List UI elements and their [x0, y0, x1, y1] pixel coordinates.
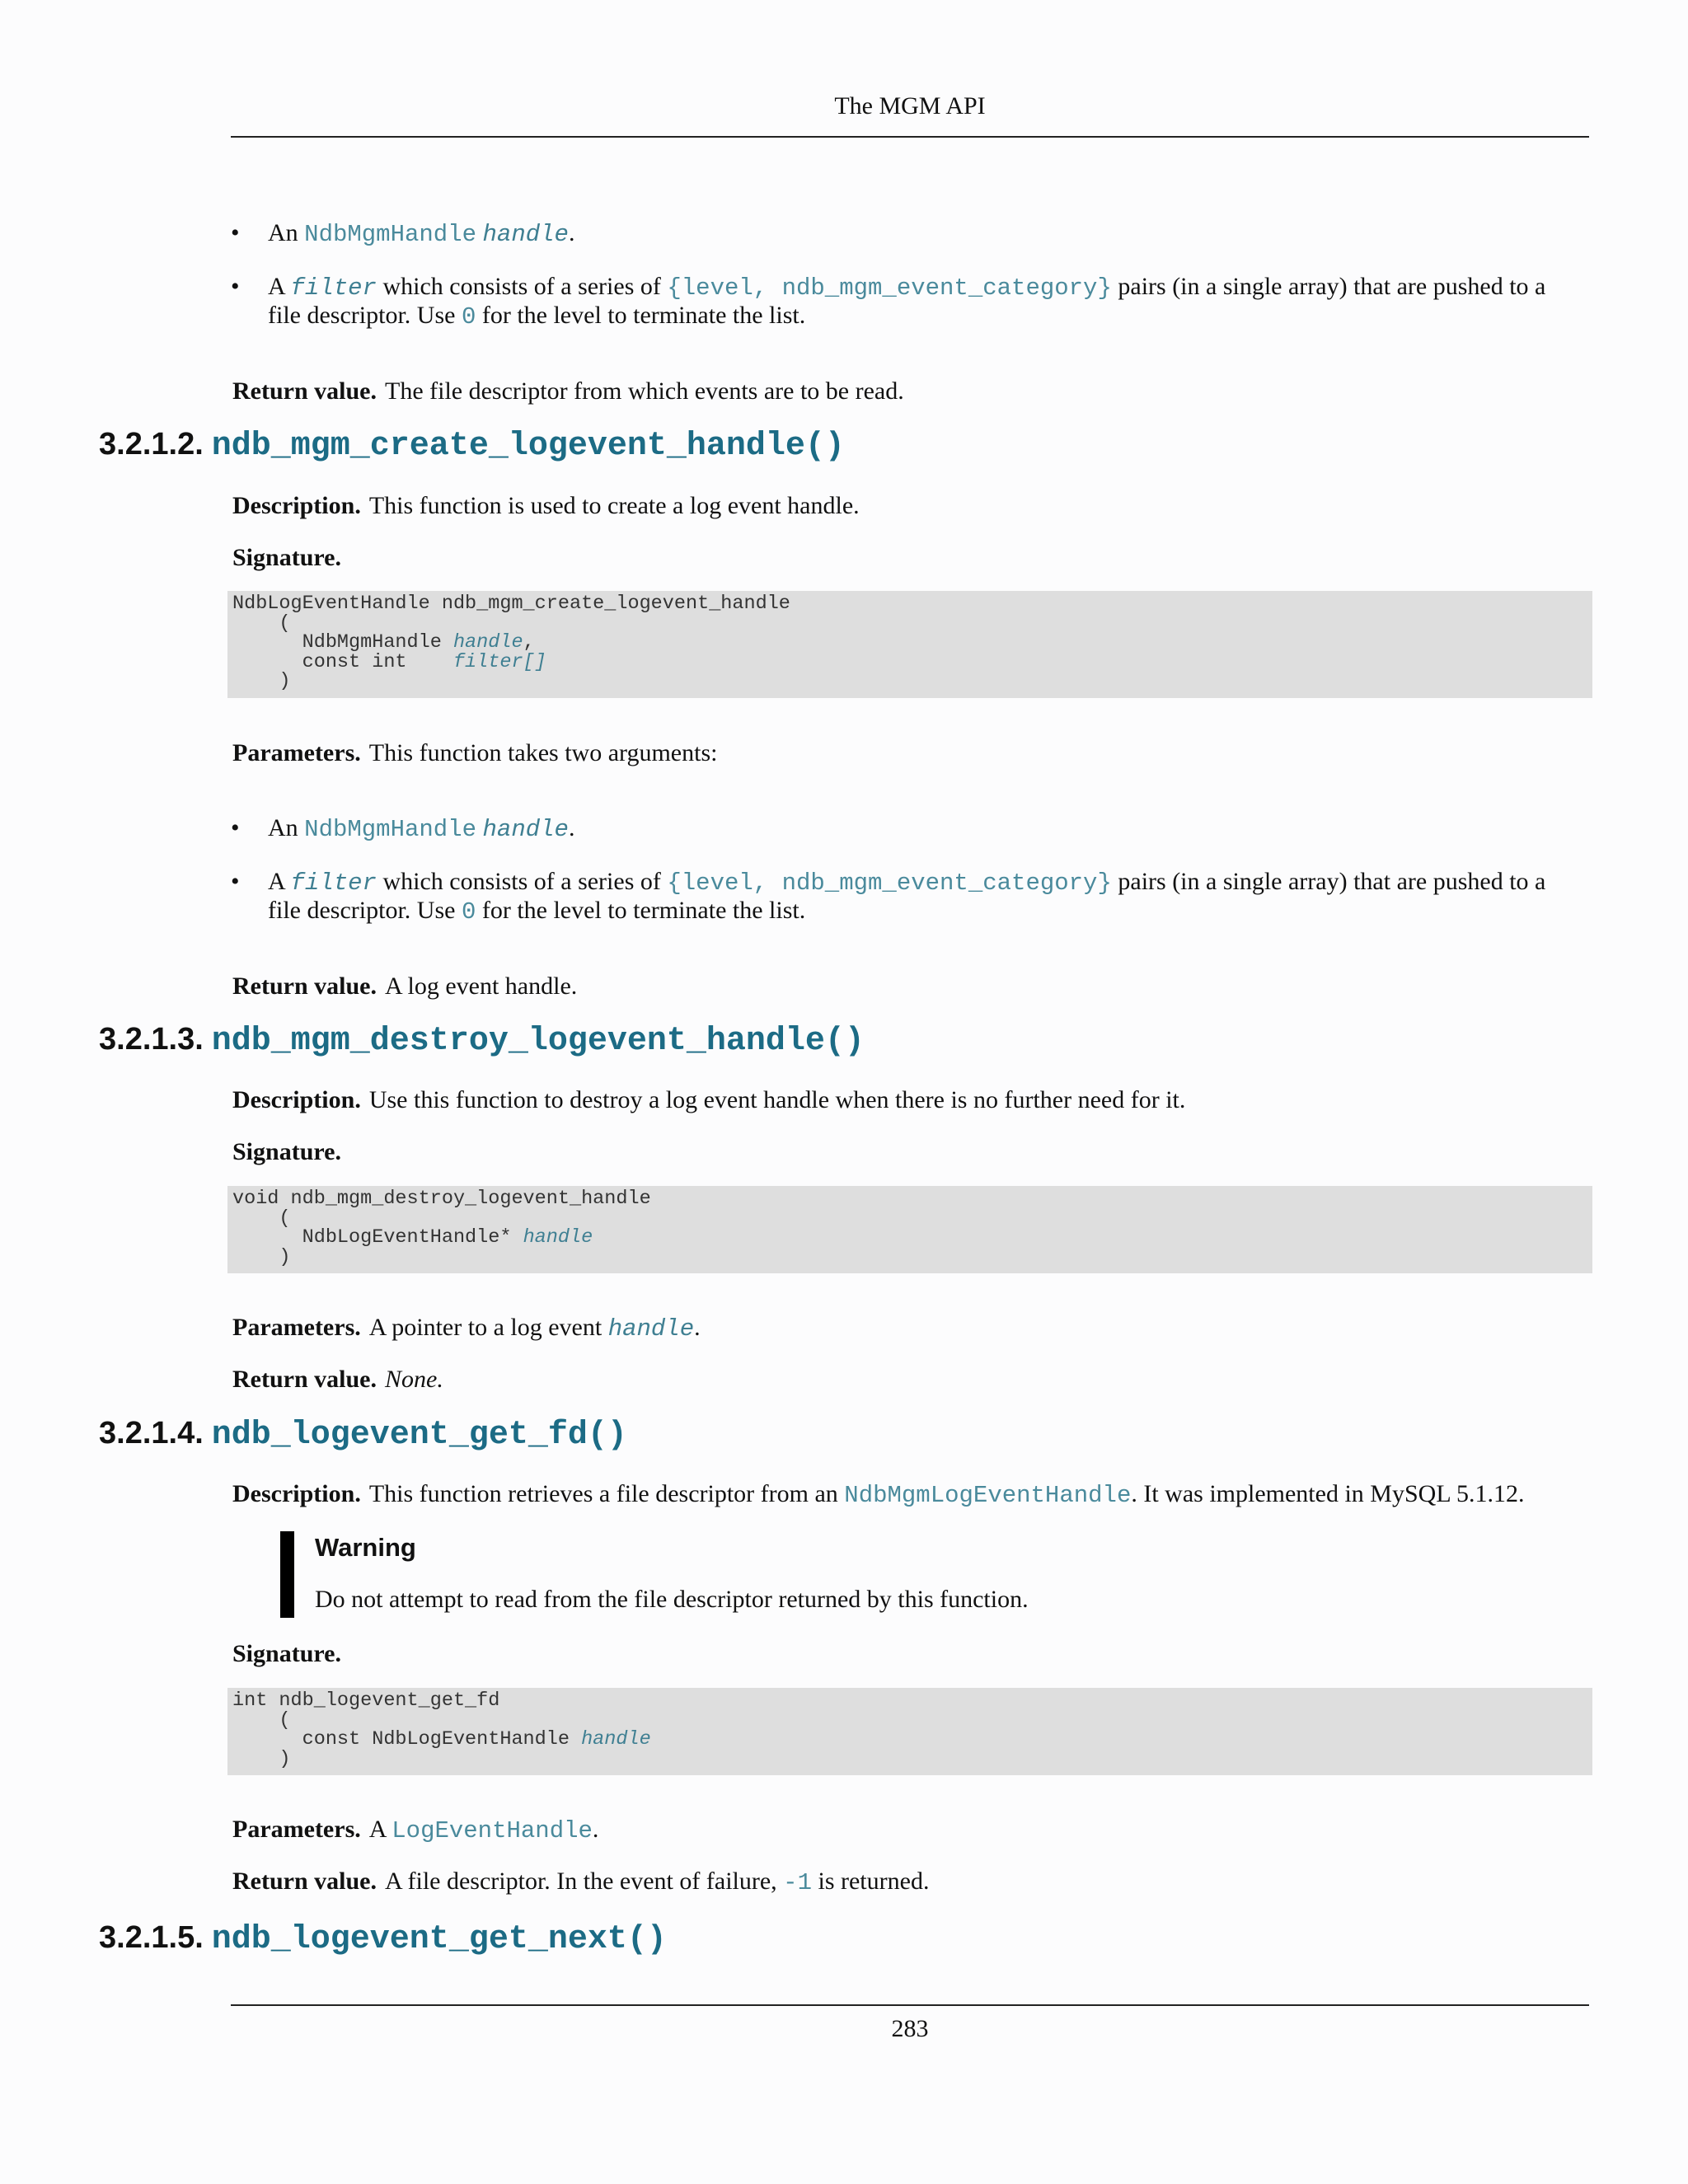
- function-name[interactable]: ndb_mgm_create_logevent_handle(): [211, 428, 845, 465]
- argument-list: [231, 814, 1582, 926]
- parameters-paragraph: Parameters. A LogEventHandle.: [232, 1816, 599, 1844]
- return-value-paragraph: Return value. The file descriptor from which events are to be read.: [232, 377, 904, 405]
- type-link[interactable]: NdbMgmHandle: [304, 816, 477, 843]
- section-heading-3-2-1-4: 3.2.1.4. ndb_logevent_get_fd(): [99, 1416, 627, 1454]
- code-literal: 0: [461, 303, 476, 330]
- signature-code-block: void ndb_mgm_destroy_logevent_handle ( NdbLogEventHandle* handle ): [227, 1186, 1592, 1273]
- section-heading-3-2-1-5: 3.2.1.5. ndb_logevent_get_next(): [99, 1920, 667, 1958]
- code-literal: 0: [461, 898, 476, 926]
- description-paragraph: Description. This function retrieves a file descriptor from an NdbMgmLogEventHandle. It was implemented in MySQL 5.1.12.: [232, 1480, 1525, 1509]
- param-name: handle: [581, 1728, 651, 1750]
- param-name: handle: [482, 816, 569, 843]
- parameters-paragraph: Parameters. This function takes two arguments:: [232, 739, 718, 766]
- bullet-dot: •: [231, 219, 240, 246]
- signature-label: Signature.: [232, 1640, 341, 1667]
- footer-rule: [231, 2004, 1589, 2006]
- return-value-paragraph: Return value. A log event handle.: [232, 972, 578, 1000]
- section-heading-3-2-1-2: 3.2.1.2. ndb_mgm_create_logevent_handle(): [99, 427, 845, 465]
- param-name: handle: [607, 1315, 695, 1343]
- param-name: handle: [452, 631, 523, 654]
- param-name: filter: [290, 274, 377, 302]
- return-value-paragraph: Return value. A file descriptor. In the event of failure, -1 is returned.: [232, 1868, 930, 1896]
- type-link[interactable]: LogEventHandle: [392, 1817, 593, 1844]
- warning-text: Do not attempt to read from the file descriptor returned by this function.: [315, 1586, 1029, 1613]
- parameters-paragraph: Parameters. A pointer to a log event handle.: [232, 1314, 701, 1343]
- type-link[interactable]: NdbMgmHandle: [304, 221, 477, 248]
- list-item: • A filter which consists of a series of {level, ndb_mgm_event_category} pairs (in a single array) that are pushed to a file descriptor. Use 0 for the level to terminate the list.: [231, 273, 1546, 330]
- function-name[interactable]: ndb_mgm_destroy_logevent_handle(): [211, 1023, 865, 1060]
- function-name[interactable]: ndb_logevent_get_next(): [211, 1921, 667, 1958]
- signature-label: Signature.: [232, 1138, 341, 1165]
- code-literal: -1: [783, 1869, 812, 1896]
- param-name: filter: [290, 869, 377, 897]
- type-link[interactable]: NdbMgmLogEventHandle: [844, 1482, 1132, 1509]
- list-item: • An NdbMgmHandle handle.: [231, 814, 575, 843]
- param-name: filter[]: [452, 650, 546, 673]
- section-heading-3-2-1-3: 3.2.1.3. ndb_mgm_destroy_logevent_handle(): [99, 1022, 865, 1060]
- bullet-dot: •: [231, 868, 240, 895]
- list-item: • A filter which consists of a series of {level, ndb_mgm_event_category} pairs (in a single array) that are pushed to a file descriptor. Use 0 for the level to terminate the list.: [231, 868, 1546, 926]
- bullet-dot: •: [231, 814, 240, 841]
- description-paragraph: Description. Use this function to destroy a log event handle when there is no further need for it.: [232, 1086, 1186, 1113]
- signature-code-block: NdbLogEventHandle ndb_mgm_create_logevent_handle ( NdbMgmHandle handle, const int filter[] ): [227, 591, 1592, 698]
- function-name[interactable]: ndb_logevent_get_fd(): [211, 1417, 627, 1454]
- return-value-paragraph: Return value. None.: [232, 1366, 443, 1393]
- list-item: • An NdbMgmHandle handle.: [231, 219, 575, 248]
- description-paragraph: Description. This function is used to create a log event handle.: [232, 492, 860, 519]
- header-rule: [231, 136, 1589, 138]
- signature-code-block: int ndb_logevent_get_fd ( const NdbLogEventHandle handle ): [227, 1688, 1592, 1775]
- bullet-dot: •: [231, 273, 240, 300]
- code-literal: {level, ndb_mgm_event_category}: [667, 869, 1112, 897]
- page-number: 283: [891, 2015, 929, 2042]
- warning-title: Warning: [315, 1533, 416, 1562]
- param-name: handle: [482, 221, 569, 248]
- signature-label: Signature.: [232, 544, 341, 571]
- running-header: The MGM API: [834, 92, 986, 120]
- param-name: handle: [523, 1226, 593, 1249]
- top-argument-list: [231, 219, 1582, 330]
- code-literal: {level, ndb_mgm_event_category}: [667, 274, 1112, 302]
- warning-admonition: [280, 1531, 1517, 1618]
- warning-bar: [280, 1531, 294, 1618]
